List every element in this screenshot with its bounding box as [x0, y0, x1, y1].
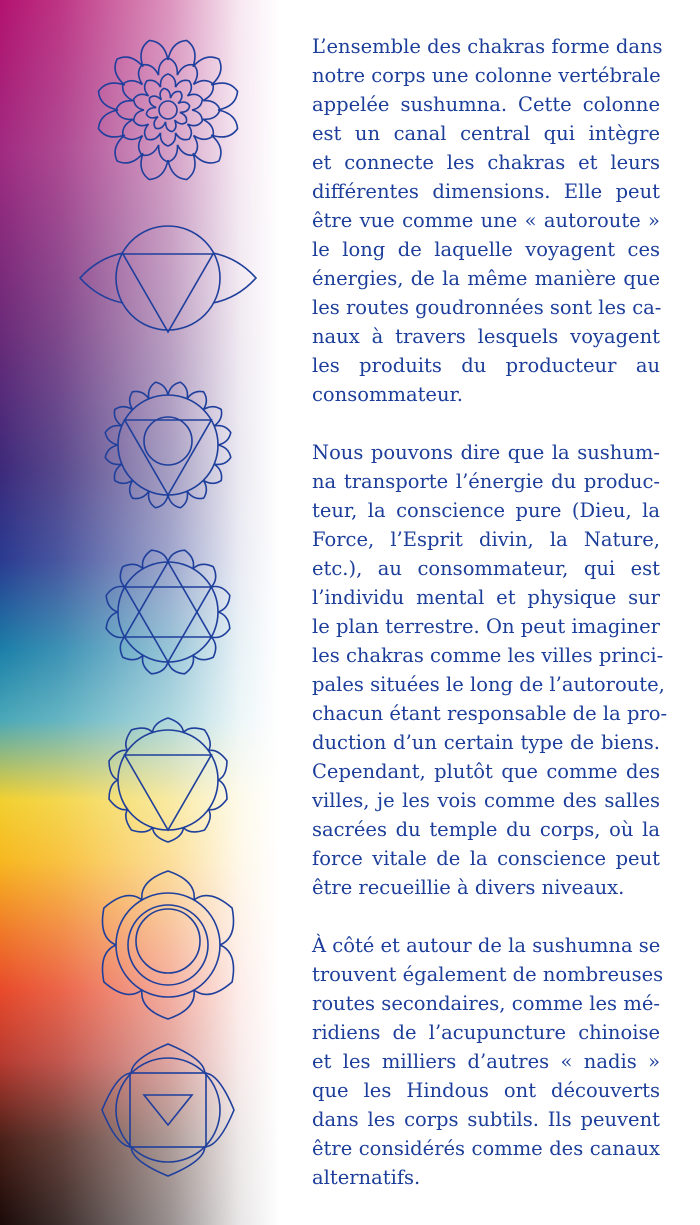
sacral-chakra-symbol-icon	[102, 871, 233, 1019]
text-line: na transporte l’énergie du produc-	[312, 470, 660, 493]
text-line: les chakras comme les villes princi-	[312, 644, 664, 667]
text-line: L’ensemble des chakras forme dans	[312, 35, 663, 58]
text-line: routes secondaires, comme les mé-	[312, 992, 660, 1015]
text-line: ridiens de l’acupuncture chinoise	[312, 1021, 660, 1044]
text-line: appelée sushumna. Cette colonne	[312, 93, 660, 116]
text-line: être considérés comme des canaux	[312, 1137, 660, 1160]
text-line: consommateur.	[312, 383, 463, 406]
text-line: À côté et autour de la sushumna se	[312, 934, 661, 957]
text-line: le plan terrestre. On peut imaginer	[312, 615, 660, 638]
text-line: Force, l’Esprit divin, la Nature,	[312, 528, 660, 551]
text-line: être vue comme une « autoroute »	[312, 209, 660, 232]
text-line: naux à travers lesquels voyagent	[312, 325, 660, 348]
text-line: villes, je les vois comme des salles	[312, 789, 660, 812]
text-line: l’individu mental et physique sur	[312, 586, 660, 609]
paragraph-1	[312, 32, 663, 409]
chakra-symbols-column	[0, 0, 300, 1225]
text-line: le long de laquelle voyagent ces	[312, 238, 660, 261]
text-line: force vitale de la conscience peut	[312, 847, 660, 870]
text-line: etc.), au consommateur, qui est	[312, 557, 660, 580]
text-line: notre corps une colonne vertébrale	[312, 64, 661, 87]
text-line: chacun étant responsable de la pro-	[312, 702, 668, 725]
text-line: différentes dimensions. Elle peut	[312, 180, 660, 203]
text-line: dans les corps subtils. Ils peuvent	[312, 1108, 660, 1131]
text-line: et les milliers d’autres « nadis »	[312, 1050, 660, 1073]
text-line: et connecte les chakras et leurs	[312, 151, 660, 174]
text-line: alternatifs.	[312, 1166, 421, 1189]
text-line: sacrées du temple du corps, où la	[312, 818, 660, 841]
text-line: énergies, de la même manière que	[312, 267, 660, 290]
text-line: les routes goudronnées sont les ca-	[312, 296, 662, 319]
text-line: teur, la conscience pure (Dieu, la	[312, 499, 660, 522]
text-line: que les Hindous ont découverts	[312, 1079, 660, 1102]
crown-chakra-symbol-icon	[98, 40, 237, 179]
text-line: pales situées le long de l’autoroute,	[312, 673, 665, 696]
third-eye-chakra-symbol-icon	[80, 226, 256, 332]
paragraph-2	[312, 438, 668, 902]
text-line: trouvent également de nombreuses	[312, 963, 664, 986]
heart-chakra-symbol-icon	[106, 550, 230, 674]
text-line: Cependant, plutôt que comme des	[312, 760, 660, 783]
text-line: être recueillie à divers niveaux.	[312, 876, 625, 899]
text-line: les produits du producteur au	[312, 354, 660, 377]
paragraph-3	[312, 931, 664, 1192]
text-line: est un canal central qui intègre	[312, 122, 660, 145]
root-chakra-symbol-icon	[102, 1044, 234, 1176]
solar-plexus-chakra-symbol-icon	[109, 718, 227, 842]
throat-chakra-symbol-icon	[105, 382, 231, 508]
text-line: duction d’un certain type de biens.	[312, 731, 660, 754]
body-text	[312, 32, 668, 1221]
text-line: Nous pouvons dire que la sushum-	[312, 441, 660, 464]
